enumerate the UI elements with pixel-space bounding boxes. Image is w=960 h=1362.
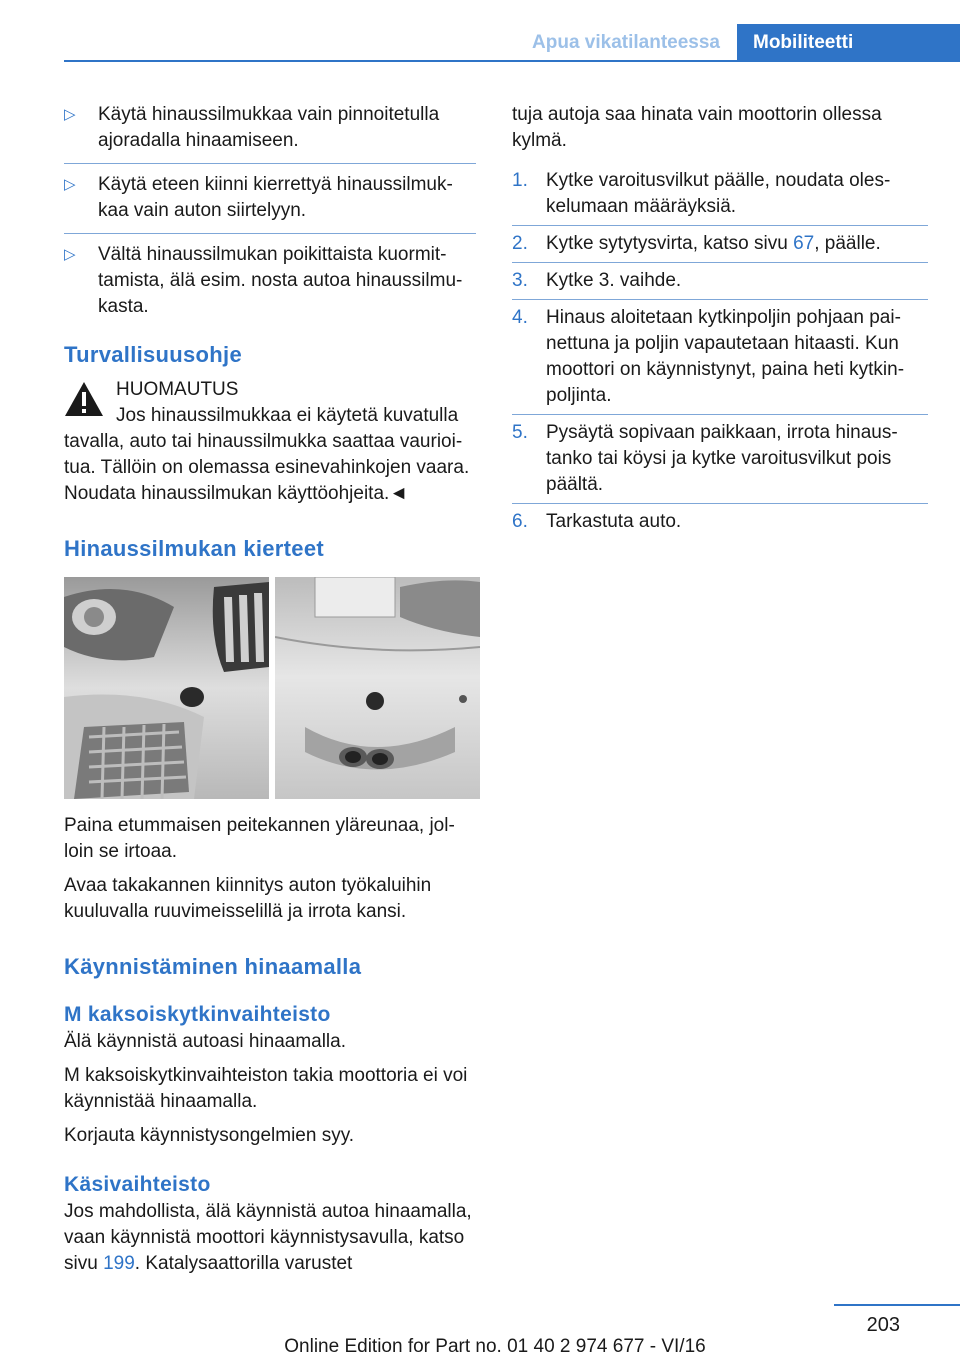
paragraph-text: . Katalysaattorilla varustet: [134, 1253, 353, 1274]
mdct-paragraph: Korjauta käynnistysongelmien syy.: [64, 1125, 355, 1146]
manual-transmission-paragraph: [64, 1199, 476, 1277]
header-divider: [64, 60, 960, 62]
step-number: 1.: [512, 170, 528, 191]
step-item: [512, 305, 928, 415]
warning-triangle-icon: [64, 381, 104, 417]
step-number: 4.: [512, 307, 528, 328]
bullet-list: [64, 102, 476, 329]
page-reference-link[interactable]: 67: [793, 233, 815, 254]
bullet-item: [64, 242, 476, 329]
tow-hook-threads-photo: [64, 577, 480, 799]
step-item: [512, 231, 928, 263]
tow-start-heading: Käynnistäminen hinaamalla: [64, 954, 362, 979]
page-number: 203: [866, 1314, 900, 1336]
warning-block: [64, 377, 476, 507]
bullet-text: Vältä hinaussilmukan poikittaista kuormittamista, älä esim. nosta autoa hinaussilmukasta.: [98, 244, 463, 317]
mdct-heading: M kaksoiskytkinvaihteisto: [64, 1003, 331, 1026]
step-number: 3.: [512, 270, 528, 291]
step-text: Hinaus aloitetaan kytkinpoljin pohjaan painettuna ja poljin vapautetaan hitaasti. Kun moottori on käynnistynyt, paina heti kytkinpoljinta.: [546, 307, 905, 406]
step-item: [512, 168, 928, 226]
manual-transmission-heading: Käsivaihteisto: [64, 1173, 211, 1196]
rear-bumper-image: [275, 577, 480, 799]
right-column: [512, 102, 928, 545]
triangle-bullet-icon: ▷: [64, 176, 76, 193]
step-text: Kytke sytytysvirta, katso sivu: [546, 233, 794, 254]
triangle-bullet-icon: ▷: [64, 246, 76, 263]
step-text: , päälle.: [814, 233, 881, 254]
step-text: Kytke 3. vaihde.: [546, 270, 682, 291]
triangle-bullet-icon: ▷: [64, 106, 76, 123]
paragraph-text: Jos mahdollista, älä käynnistä autoa hinaamalla, vaan käynnistä moottori käynnistysavulla, katso sivu: [64, 1201, 472, 1274]
header-section-title: Apua vikatilanteessa: [532, 32, 720, 53]
bullet-item: [64, 172, 476, 234]
header-chapter-tab: Mobiliteetti: [737, 24, 960, 61]
rear-cover-paragraph: Avaa takakannen kiinnitys auton työkaluihin kuuluvalla ruuvimeisselillä ja irrota kansi.: [64, 875, 432, 922]
step-item: [512, 420, 928, 504]
step-number: 6.: [512, 511, 528, 532]
safety-heading: Turvallisuusohje: [64, 342, 242, 367]
front-cover-paragraph: Paina etummaisen peitekannen yläreunaa, jolloin se irtoaa.: [64, 815, 455, 862]
step-item: [512, 509, 928, 540]
left-column: [64, 102, 476, 1285]
page-reference-link[interactable]: 199: [103, 1253, 135, 1274]
mdct-paragraph: M kaksoiskytkinvaihteiston takia moottoria ei voi käynnistää hinaamalla.: [64, 1065, 468, 1112]
warning-title: HUOMAUTUS: [116, 379, 239, 400]
numbered-steps-list: [512, 168, 928, 540]
step-number: 5.: [512, 422, 528, 443]
step-number: 2.: [512, 233, 528, 254]
step-text: Kytke varoitusvilkut päälle, noudata oleskelumaan määräyksiä.: [546, 170, 891, 217]
step-text: Tarkastuta auto.: [546, 511, 682, 532]
mdct-paragraph: Älä käynnistä autoasi hinaamalla.: [64, 1031, 347, 1052]
step-text: Pysäytä sopivaan paikkaan, irrota hinaustanko tai köysi ja kytke varoitusvilkut pois päältä.: [546, 422, 898, 495]
bullet-text: Käytä hinaussilmukkaa vain pinnoitetulla ajoradalla hinaamiseen.: [98, 104, 440, 151]
warning-text: Jos hinaussilmukkaa ei käytetä kuvatulla tavalla, auto tai hinaussilmukka saattaa vaurioitua. Tällöin on olemassa esinevahinkojen vaara. Noudata hinaussilmukan käyttöohjeita.◄: [64, 405, 470, 504]
footer-divider: [834, 1304, 960, 1306]
bullet-item: [64, 102, 476, 164]
threads-heading: Hinaussilmukan kierteet: [64, 536, 324, 561]
front-bumper-image: [64, 577, 269, 799]
step-item: [512, 268, 928, 300]
intro-paragraph: tuja autoja saa hinata vain moottorin ollessa kylmä.: [512, 104, 882, 151]
bullet-text: Käytä eteen kiinni kierrettyä hinaussilmukkaa vain auton siirtelyyn.: [98, 174, 453, 221]
footer-edition: Online Edition for Part no. 01 40 2 974 677 - VI/16: [284, 1336, 706, 1357]
